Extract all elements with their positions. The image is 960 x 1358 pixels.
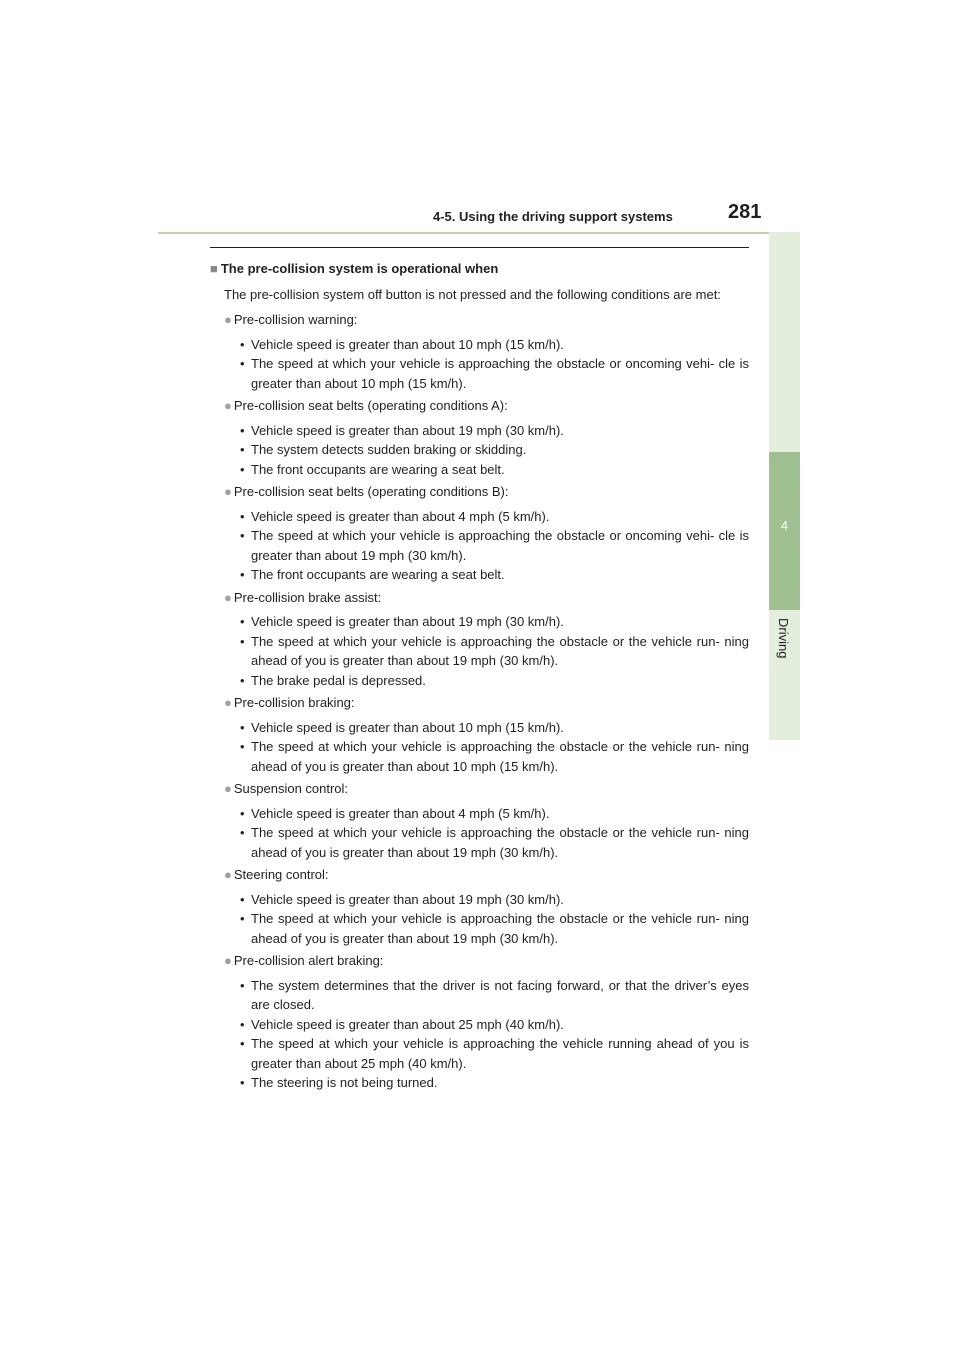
list-item xyxy=(210,310,749,393)
sub-bullet-item xyxy=(210,909,749,948)
small-bullet-icon: • xyxy=(240,336,245,352)
sub-bullet-list xyxy=(210,421,749,480)
content-divider xyxy=(210,247,749,248)
sub-bullet-item xyxy=(210,612,749,632)
round-bullet-icon: ● xyxy=(224,867,232,882)
item-heading xyxy=(224,693,749,713)
sub-bullet-text: The speed at which your vehicle is approaching the obstacle or the vehicle run- ning ahead of you is greater than about 19 mph (30 km/h). xyxy=(251,911,749,946)
list-item xyxy=(210,779,749,862)
sub-bullet-text: The speed at which your vehicle is approaching the obstacle or the vehicle run- ning ahead of you is greater than about 19 mph (30 km/h). xyxy=(251,633,749,668)
sub-bullet-text: Vehicle speed is greater than about 10 mph (15 km/h). xyxy=(251,719,564,735)
small-bullet-icon: • xyxy=(240,911,245,926)
small-bullet-icon: • xyxy=(240,672,245,688)
item-heading xyxy=(224,588,749,608)
round-bullet-icon: ● xyxy=(224,695,232,710)
sub-bullet-text: Vehicle speed is greater than about 19 mph (30 km/h). xyxy=(251,422,564,438)
sub-bullet-item xyxy=(210,823,749,862)
sub-bullet-text: The brake pedal is depressed. xyxy=(251,672,426,688)
round-bullet-icon: ● xyxy=(224,312,232,327)
small-bullet-icon: • xyxy=(240,461,245,477)
item-heading-text: Steering control: xyxy=(233,867,329,882)
list-item xyxy=(210,482,749,585)
sub-bullet-list xyxy=(210,612,749,690)
page-content xyxy=(210,259,749,1096)
item-heading-text: Pre-collision warning: xyxy=(233,312,358,327)
item-heading xyxy=(224,310,749,330)
small-bullet-icon: • xyxy=(240,508,245,524)
sub-bullet-text: The front occupants are wearing a seat belt. xyxy=(251,567,505,582)
sub-bullet-text: The speed at which your vehicle is approaching the obstacle or the vehicle run- ning ahead of you is greater than about 19 mph (30 km/h). xyxy=(251,825,749,860)
item-heading-text: Pre-collision brake assist: xyxy=(233,589,382,605)
item-heading-text: Pre-collision alert braking: xyxy=(233,953,384,968)
sub-bullet-text: The system detects sudden braking or skidding. xyxy=(251,442,527,457)
sub-bullet-item xyxy=(210,507,749,527)
round-bullet-icon: ● xyxy=(224,484,232,499)
small-bullet-icon: • xyxy=(240,825,245,840)
sub-bullet-text: The front occupants are wearing a seat belt. xyxy=(251,461,505,477)
item-heading xyxy=(224,482,749,502)
item-heading-text: Pre-collision seat belts (operating conditions A): xyxy=(233,398,508,413)
sub-bullet-list xyxy=(210,890,749,949)
sub-bullet-item xyxy=(210,976,749,1015)
square-bullet-icon: ■ xyxy=(210,261,218,276)
sub-bullet-item xyxy=(210,335,749,355)
sub-bullet-item xyxy=(210,671,749,691)
sub-bullet-text: Vehicle speed is greater than about 19 mph (30 km/h). xyxy=(251,614,564,629)
small-bullet-icon: • xyxy=(240,1075,245,1090)
sub-bullet-item xyxy=(210,565,749,585)
small-bullet-icon: • xyxy=(240,567,245,582)
section-heading-text: The pre-collision system is operational when xyxy=(220,261,499,276)
small-bullet-icon: • xyxy=(240,739,245,754)
small-bullet-icon: • xyxy=(240,633,245,649)
page-number: 281 xyxy=(728,201,762,223)
sub-bullet-text: Vehicle speed is greater than about 25 mph (40 km/h). xyxy=(251,1016,564,1032)
sub-bullet-item xyxy=(210,737,749,776)
list-item xyxy=(210,951,749,1093)
condition-list xyxy=(210,310,749,1093)
small-bullet-icon: • xyxy=(240,719,245,735)
sub-bullet-item xyxy=(210,460,749,480)
small-bullet-icon: • xyxy=(240,805,245,821)
sub-bullet-text: Vehicle speed is greater than about 4 mph (5 km/h). xyxy=(251,508,550,524)
sub-bullet-text: Vehicle speed is greater than about 4 mph (5 km/h). xyxy=(251,805,550,821)
sub-bullet-text: Vehicle speed is greater than about 19 mph (30 km/h). xyxy=(251,891,564,907)
small-bullet-icon: • xyxy=(240,977,245,993)
list-item xyxy=(210,693,749,776)
sub-bullet-text: The speed at which your vehicle is approaching the vehicle running ahead of you is greater than about 25 mph (40 km/h). xyxy=(251,1036,749,1071)
item-heading-text: Pre-collision seat belts (operating conditions B): xyxy=(233,484,509,499)
chapter-tab-label: Driving xyxy=(776,618,791,659)
sub-bullet-item xyxy=(210,440,749,460)
item-heading xyxy=(224,779,749,799)
sub-bullet-item xyxy=(210,526,749,565)
small-bullet-icon: • xyxy=(240,614,245,629)
sub-bullet-item xyxy=(210,354,749,393)
small-bullet-icon: • xyxy=(240,1036,245,1051)
item-heading-text: Pre-collision braking: xyxy=(233,695,355,710)
item-heading xyxy=(224,951,749,971)
sub-bullet-item xyxy=(210,1015,749,1035)
section-heading xyxy=(210,259,749,279)
sub-bullet-text: The steering is not being turned. xyxy=(251,1075,438,1090)
sub-bullet-text: The speed at which your vehicle is approaching the obstacle or oncoming vehi- cle is greater than about 10 mph (15 km/h). xyxy=(251,356,749,391)
sub-bullet-item xyxy=(210,890,749,910)
sub-bullet-text: The speed at which your vehicle is approaching the obstacle or oncoming vehi- cle is greater than about 19 mph (30 km/h). xyxy=(251,528,749,563)
sub-bullet-item xyxy=(210,632,749,671)
sub-bullet-item xyxy=(210,1073,749,1093)
header-divider xyxy=(158,232,800,234)
intro-paragraph: The pre-collision system off button is not pressed and the following conditions are met: xyxy=(224,286,721,302)
round-bullet-icon: ● xyxy=(224,781,232,796)
item-heading xyxy=(224,865,749,885)
small-bullet-icon: • xyxy=(240,891,245,907)
sub-bullet-text: The system determines that the driver is not facing forward, or that the driver’s eyes are closed. xyxy=(251,977,749,1012)
sub-bullet-list xyxy=(210,804,749,863)
sub-bullet-list xyxy=(210,507,749,585)
sub-bullet-item xyxy=(210,804,749,824)
round-bullet-icon: ● xyxy=(224,398,232,413)
sub-bullet-list xyxy=(210,976,749,1093)
small-bullet-icon: • xyxy=(240,528,245,543)
list-item xyxy=(210,588,749,691)
sub-bullet-item xyxy=(210,718,749,738)
sub-bullet-text: Vehicle speed is greater than about 10 mph (15 km/h). xyxy=(251,336,564,352)
item-heading-text: Suspension control: xyxy=(233,781,349,796)
small-bullet-icon: • xyxy=(240,1016,245,1032)
list-item xyxy=(210,396,749,479)
round-bullet-icon: ● xyxy=(224,589,232,605)
chapter-tab-number: 4 xyxy=(780,518,789,533)
small-bullet-icon: • xyxy=(240,356,245,371)
small-bullet-icon: • xyxy=(240,442,245,457)
small-bullet-icon: • xyxy=(240,422,245,438)
sub-bullet-item xyxy=(210,1034,749,1073)
item-heading xyxy=(224,396,749,416)
sub-bullet-text: The speed at which your vehicle is approaching the obstacle or the vehicle run- ning ahead of you is greater than about 10 mph (15 km/h). xyxy=(251,739,749,774)
section-title-header: 4-5. Using the driving support systems xyxy=(433,209,673,224)
round-bullet-icon: ● xyxy=(224,953,232,968)
sub-bullet-list xyxy=(210,718,749,777)
sub-bullet-item xyxy=(210,421,749,441)
list-item xyxy=(210,865,749,948)
sub-bullet-list xyxy=(210,335,749,394)
